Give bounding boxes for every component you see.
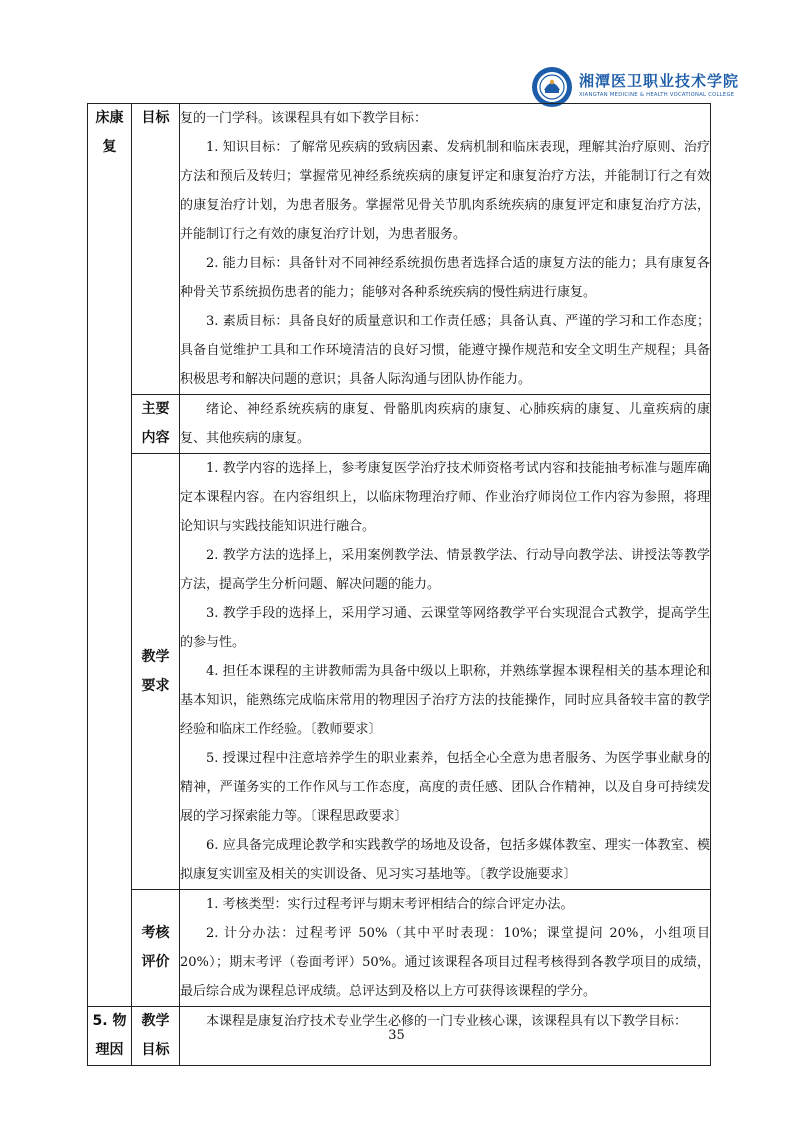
objective-knowledge: 1. 知识目标：了解常见疾病的致病因素、发病机制和临床表现，理解其治疗原则、治疗方法和预后及转归；掌握常见神经系统疾病的康复评定和康复治疗方法，并能制订行之有效的康复治疗计划，为患者服务。掌握常见骨关节肌肉系统疾病的康复评定和康复治疗方法，并能制订行之有效的康复治疗计划，为患者服务。 <box>180 140 710 242</box>
assessment-label-line1: 考核 <box>141 925 170 941</box>
assessment-label-line2: 评价 <box>141 954 170 970</box>
college-name-cn: 湘潭医卫职业技术学院 <box>579 72 740 90</box>
requirements-label <box>132 454 180 890</box>
assessment-content <box>180 890 711 1007</box>
main-content <box>180 395 711 454</box>
requirements-label-line1: 教学 <box>141 648 170 665</box>
objectives-label: 目标 <box>132 104 180 395</box>
next-objectives-text: 本课程是康复治疗技术专业学生必修的一门专业核心课，该课程具有以下教学目标： <box>206 1014 688 1029</box>
requirements-label-line2: 要求 <box>141 677 170 694</box>
requirements-content <box>180 454 711 890</box>
objective-ability: 2. 能力目标：具备针对不同神经系统损伤患者选择合适的康复方法的能力；具有康复各种骨关节系统损伤患者的能力；能够对各种系统疾病的慢性病进行康复。 <box>180 256 710 300</box>
next-objectives-label-line2: 目标 <box>141 1042 170 1058</box>
requirement-item: 2. 教学方法的选择上，采用案例教学法、情景教学法、行动导向教学法、讲授法等教学方法，提高学生分析问题、解决问题的能力。 <box>180 548 710 592</box>
assessment-item: 1. 考核类型：实行过程考评与期末考评相结合的综合评定办法。 <box>206 897 574 912</box>
table-row-requirements <box>88 454 711 890</box>
requirement-item: 1. 教学内容的选择上，参考康复医学治疗技术师资格考试内容和技能抽考标准与题库确定本课程内容。在内容组织上，以临床物理治疗师、作业治疗师岗位工作内容为参照，将理论知识与实践技能知识进行融合。 <box>180 461 710 534</box>
assessment-label <box>132 890 180 1007</box>
requirement-item: 6. 应具备完成理论教学和实践教学的场地及设备，包括多媒体教室、理实一体教室、模拟康复实训室及相关的实训设备、见习实习基地等。〔教学设施要求〕 <box>180 838 710 882</box>
content-label-line2: 内容 <box>141 430 170 446</box>
table-row-assessment <box>88 890 711 1007</box>
content-label <box>132 395 180 454</box>
course-title-line2: 复 <box>102 139 117 155</box>
table-row-objectives <box>88 104 711 395</box>
objective-quality: 3. 素质目标：具备良好的质量意识和工作责任感；具备认真、严谨的学习和工作态度；具备自觉维护工具和工作环境清洁的良好习惯，能遵守操作规范和安全文明生产规程；具备积极思考和解决问题的意识；具备人际沟通与团队协作能力。 <box>180 314 710 387</box>
next-course-title-line1: 5. 物 <box>92 1013 127 1029</box>
objectives-content <box>180 104 711 395</box>
requirement-item: 3. 教学手段的选择上，采用学习通、云课堂等网络教学平台实现混合式教学，提高学生的参与性。 <box>180 606 710 650</box>
course-title-line1: 床康 <box>95 110 124 126</box>
course-title-cell <box>88 104 132 1007</box>
curriculum-table <box>87 103 711 1066</box>
table-row-content <box>88 395 711 454</box>
assessment-item: 2. 计分办法：过程考评 50%（其中平时表现：10%；课堂提问 20%，小组项目 20%）；期末考评（卷面考评）50%。通过该课程各项目过程考核得到各教学项目的成绩，最后综合成为课程总评成绩。总评达到及格以上方可获得该课程的学分。 <box>180 926 710 999</box>
objectives-intro: 复的一门学科。该课程具有如下教学目标： <box>180 111 428 126</box>
next-course-title-line2: 理因 <box>95 1042 124 1058</box>
content-label-line1: 主要 <box>141 401 170 417</box>
main-content-text: 绪论、神经系统疾病的康复、骨骼肌肉疾病的康复、心肺疾病的康复、儿童疾病的康复、其他疾病的康复。 <box>180 402 710 446</box>
requirement-item: 5. 授课过程中注意培养学生的职业素养，包括全心全意为患者服务、为医学事业献身的精神，严谨务实的工作作风与工作态度，高度的责任感、团队合作精神，以及自身可持续发展的学习探索能力等。〔课程思政要求〕 <box>180 751 710 824</box>
college-name-en: XIANGTAN MEDICINE & HEALTH VOCATIONAL COLLEGE <box>579 92 735 98</box>
next-objectives-label-line1: 教学 <box>141 1013 170 1029</box>
page-number: 35 <box>388 1028 405 1043</box>
requirement-item: 4. 担任本课程的主讲教师需为具备中级以上职称，并熟练掌握本课程相关的基本理论和基本知识，能熟练完成临床常用的物理因子治疗方法的技能操作，同时应具备较丰富的教学经验和临床工作经验。〔教师要求〕 <box>180 664 710 737</box>
college-emblem-icon <box>531 66 573 108</box>
